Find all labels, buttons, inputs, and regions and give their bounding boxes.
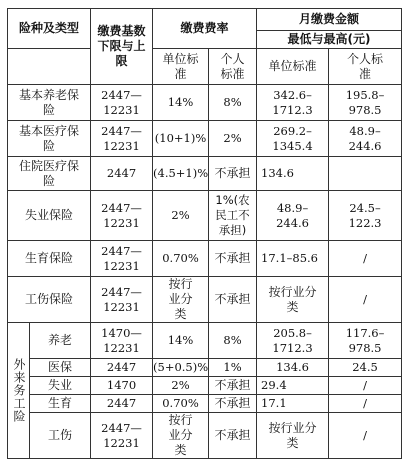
header-amount: 月缴费金额	[257, 9, 402, 31]
row-base: 2447—12231	[91, 277, 153, 323]
row-personal-amount: 117.6–978.5	[329, 323, 402, 359]
row-unit-amount: 205.8–1712.3	[257, 323, 329, 359]
row-base: 2447—12231	[91, 121, 153, 157]
table-row	[8, 241, 402, 277]
row-unit-amount: 134.6	[257, 157, 329, 191]
row-personal-rate: 不承担	[209, 377, 257, 395]
row-personal-rate: 不承担	[209, 241, 257, 277]
table-row	[8, 121, 402, 157]
row-unit-amount: 342.6–1712.3	[257, 85, 329, 121]
row-personal-amount: /	[329, 395, 402, 413]
row-personal-rate: 不承担	[209, 157, 257, 191]
row-unit-rate: 14%	[153, 85, 209, 121]
row-base: 2447—12231	[91, 413, 153, 459]
row-personal-rate: 不承担	[209, 277, 257, 323]
row-base: 2447	[91, 157, 153, 191]
row-name: 基本医疗保险	[8, 121, 91, 157]
row-personal-rate: 1%(农民工不承担)	[209, 191, 257, 241]
row-base: 1470—12231	[91, 323, 153, 359]
table-row	[8, 277, 402, 323]
table-row	[8, 377, 402, 395]
row-unit-amount: 按行业分类	[257, 413, 329, 459]
row-unit-rate: 14%	[153, 323, 209, 359]
row-name: 养老	[30, 323, 91, 359]
row-personal-rate: 8%	[209, 323, 257, 359]
outside-worker-label: 外来务工险	[8, 323, 30, 459]
row-base: 2447	[91, 359, 153, 377]
row-personal-amount	[329, 157, 402, 191]
row-unit-amount: 按行业分类	[257, 277, 329, 323]
row-name: 工伤	[30, 413, 91, 459]
row-personal-amount: /	[329, 377, 402, 395]
table-row	[8, 413, 402, 459]
header-blank	[8, 49, 91, 85]
row-name: 基本养老保险	[8, 85, 91, 121]
row-personal-amount: 24.5–122.3	[329, 191, 402, 241]
row-base: 2447—12231	[91, 241, 153, 277]
row-unit-rate: (4.5+1)%	[153, 157, 209, 191]
header-base: 缴费基数下限与上限	[91, 9, 153, 85]
row-personal-rate: 不承担	[209, 395, 257, 413]
header-personal-std: 个人标准	[209, 49, 257, 85]
row-unit-rate: 按行业分类	[153, 277, 209, 323]
table-row	[8, 85, 402, 121]
row-name: 失业	[30, 377, 91, 395]
header-category: 险种及类型	[8, 9, 91, 49]
row-base: 2447	[91, 395, 153, 413]
insurance-fee-table	[7, 8, 402, 459]
table-row	[8, 191, 402, 241]
row-unit-amount: 134.6	[257, 359, 329, 377]
row-unit-rate: 0.70%	[153, 395, 209, 413]
row-personal-rate: 不承担	[209, 413, 257, 459]
header-personal-std-col: 个人标准	[329, 49, 402, 85]
table-row	[8, 323, 402, 359]
row-name: 生育	[30, 395, 91, 413]
row-unit-amount: 17.1–85.6	[257, 241, 329, 277]
row-personal-amount: /	[329, 413, 402, 459]
row-unit-rate: 2%	[153, 191, 209, 241]
row-personal-amount: 48.9–244.6	[329, 121, 402, 157]
row-unit-amount: 269.2–1345.4	[257, 121, 329, 157]
row-name: 生育保险	[8, 241, 91, 277]
table-row	[8, 395, 402, 413]
row-base: 2447—12231	[91, 85, 153, 121]
row-name: 工伤保险	[8, 277, 91, 323]
row-name: 住院医疗保险	[8, 157, 91, 191]
row-unit-amount: 48.9–244.6	[257, 191, 329, 241]
row-personal-amount: /	[329, 241, 402, 277]
row-unit-rate: 2%	[153, 377, 209, 395]
row-personal-amount: 24.5	[329, 359, 402, 377]
row-base: 1470	[91, 377, 153, 395]
row-personal-rate: 1%	[209, 359, 257, 377]
row-unit-rate: 0.70%	[153, 241, 209, 277]
row-personal-rate: 8%	[209, 85, 257, 121]
header-unit-std-col: 单位标准	[257, 49, 329, 85]
table-row	[8, 157, 402, 191]
header-rate: 缴费费率	[153, 9, 257, 49]
row-unit-rate: 按行业分类	[153, 413, 209, 459]
row-name: 医保	[30, 359, 91, 377]
row-unit-amount: 29.4	[257, 377, 329, 395]
header-unit-std: 单位标准	[153, 49, 209, 85]
row-unit-amount: 17.1	[257, 395, 329, 413]
header-amount-sub: 最低与最高(元)	[257, 31, 402, 49]
row-unit-rate: (5+0.5)%	[153, 359, 209, 377]
row-base: 2447—12231	[91, 191, 153, 241]
table-row	[8, 359, 402, 377]
row-unit-rate: (10+1)%	[153, 121, 209, 157]
row-personal-rate: 2%	[209, 121, 257, 157]
row-personal-amount: /	[329, 277, 402, 323]
row-name: 失业保险	[8, 191, 91, 241]
row-personal-amount: 195.8–978.5	[329, 85, 402, 121]
